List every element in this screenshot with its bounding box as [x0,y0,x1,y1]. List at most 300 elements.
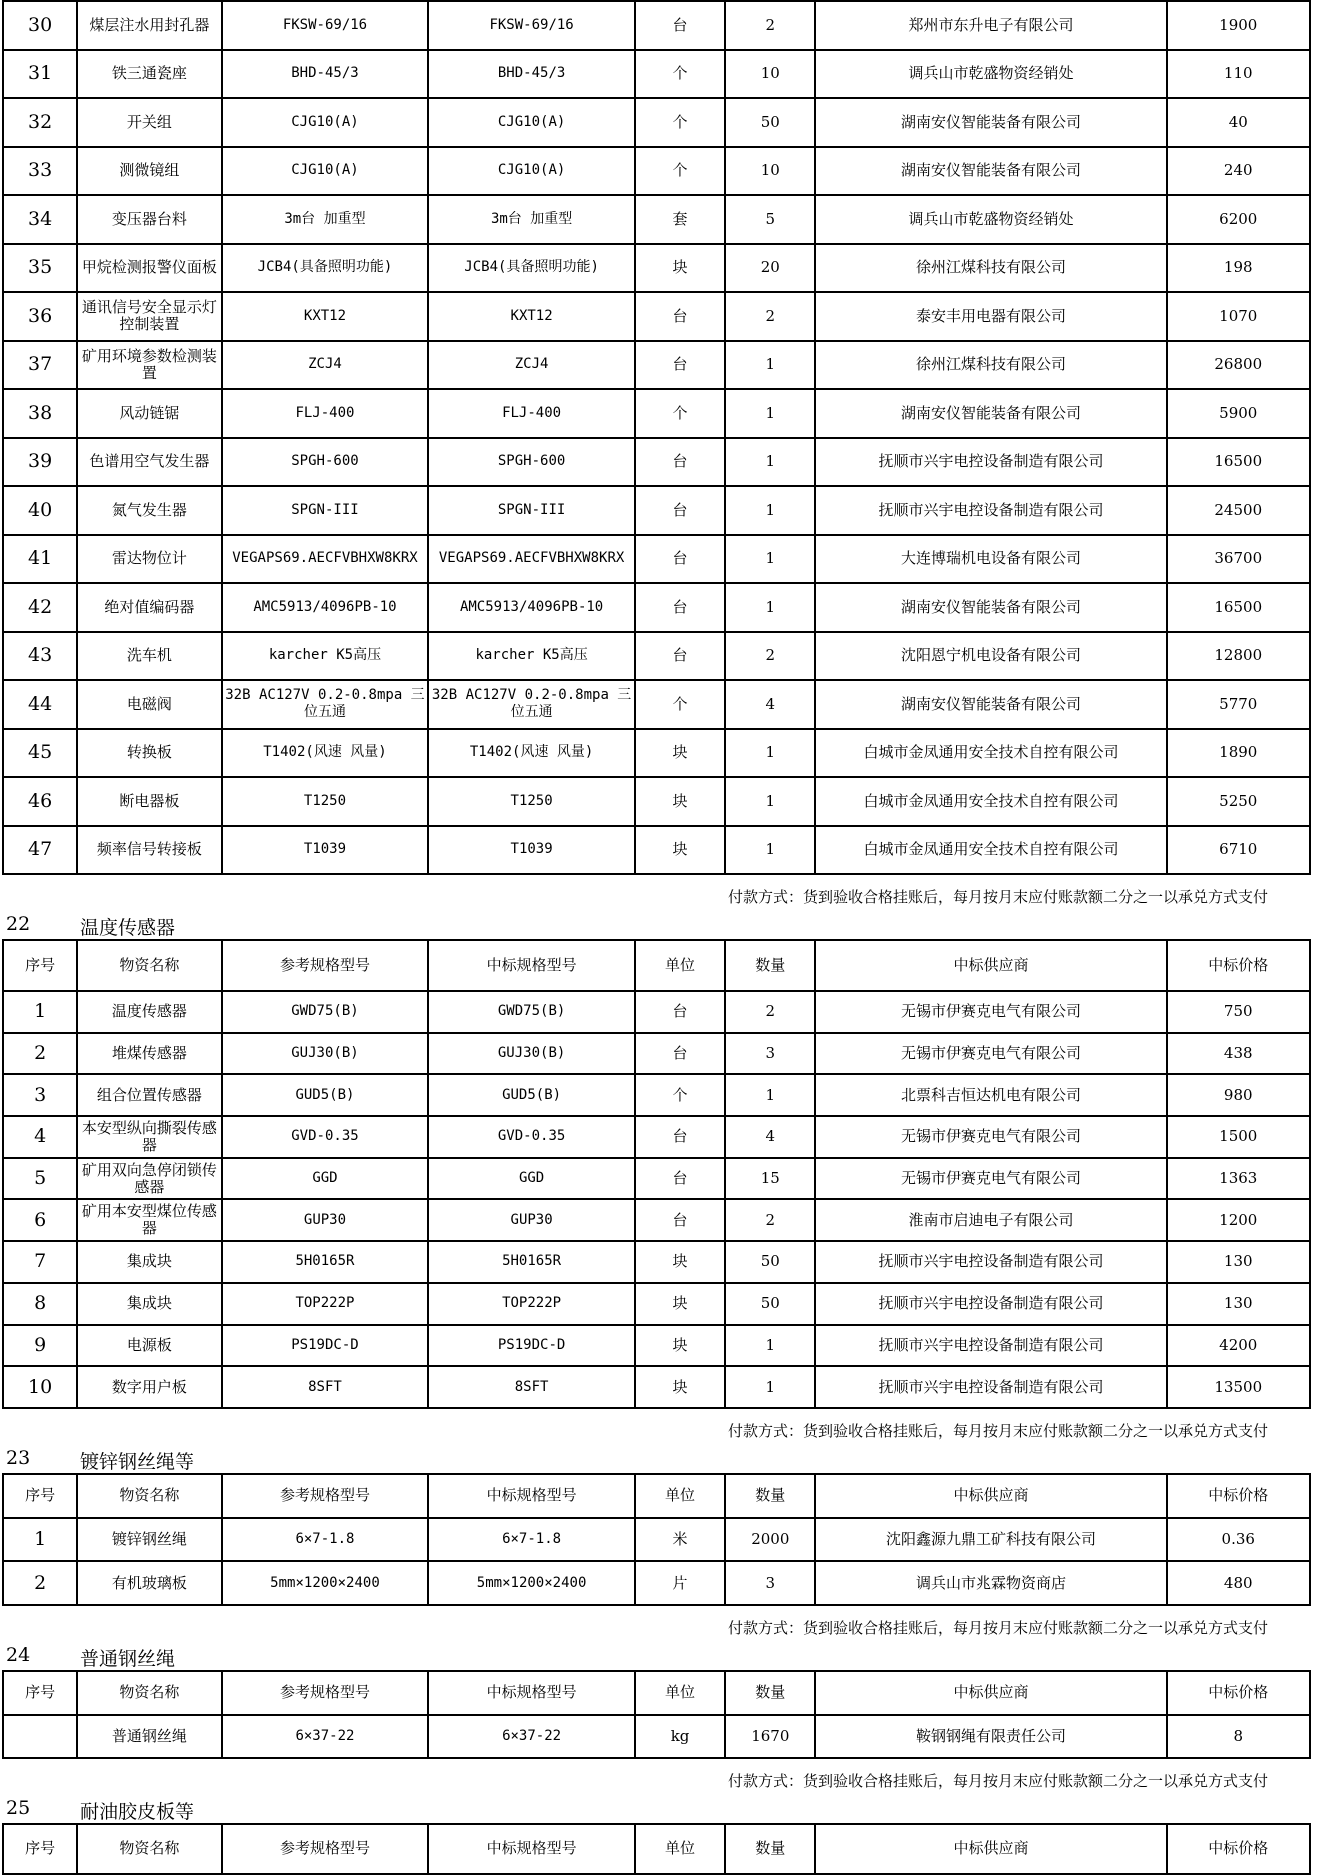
table-cell-ref: 6×37-22 [222,1715,429,1758]
table-cell-unit: 台 [635,341,725,390]
table-cell-supplier: 徐州江煤科技有限公司 [815,341,1166,390]
table-header-row [3,940,1310,991]
table-cell-win: FLJ-400 [428,389,635,438]
table-cell-qty: 1 [725,1325,815,1367]
table-cell-ref: GWD75(B) [222,991,429,1033]
table-cell-no: 45 [3,729,77,778]
table-cell-qty: 2 [725,632,815,681]
column-header: 参考规格型号 [222,1824,429,1874]
table-cell-price: 480 [1167,1561,1311,1605]
table-cell-supplier: 无锡市伊赛克电气有限公司 [815,991,1166,1033]
table-cell-supplier: 白城市金凤通用安全技术自控有限公司 [815,826,1166,875]
table-cell-price: 13500 [1167,1366,1311,1408]
table-row [3,292,1310,341]
table-cell-supplier: 调兵山市乾盛物资经销处 [815,50,1166,99]
table-row [3,1158,1310,1200]
table-cell-supplier: 抚顺市兴宇电控设备制造有限公司 [815,1325,1166,1367]
table-cell-price: 980 [1167,1074,1311,1116]
table-cell-unit: 台 [635,535,725,584]
column-header: 中标供应商 [815,1671,1166,1715]
table-cell-unit: 个 [635,147,725,196]
table-cell-no: 4 [3,1116,77,1158]
table-cell-ref: TOP222P [222,1283,429,1325]
table-row [3,1518,1310,1562]
table-cell-ref: ZCJ4 [222,341,429,390]
table-header-row [3,1671,1310,1715]
table-cell-unit: 台 [635,1199,725,1241]
table-cell-name: 通讯信号安全显示灯控制装置 [77,292,221,341]
table-cell-unit: 米 [635,1518,725,1562]
table-cell-ref: 8SFT [222,1366,429,1408]
table-cell-unit: 片 [635,1561,725,1605]
table-row [3,826,1310,875]
column-header: 参考规格型号 [222,940,429,991]
payment-terms: 付款方式：货到验收合格挂账后，每月按月末应付账款额二分之一以承兑方式支付 [728,1618,1269,1637]
table-cell-no: 30 [3,1,77,50]
table-cell-no [3,1715,77,1758]
table-cell-unit: 块 [635,1241,725,1283]
table-cell-supplier: 白城市金凤通用安全技术自控有限公司 [815,777,1166,826]
table-cell-ref: BHD-45/3 [222,50,429,99]
column-header: 数量 [725,1474,815,1518]
table-row [3,991,1310,1033]
table-cell-ref: T1039 [222,826,429,875]
table-cell-name: 断电器板 [77,777,221,826]
table-cell-win: ZCJ4 [428,341,635,390]
table-cell-unit: 个 [635,50,725,99]
table-cell-qty: 4 [725,680,815,729]
table-cell-price: 8 [1167,1715,1311,1758]
table-cell-ref: T1250 [222,777,429,826]
table-cell-win: 5H0165R [428,1241,635,1283]
table-cell-unit: 块 [635,826,725,875]
table-cell-win: 6×7-1.8 [428,1518,635,1562]
table-cell-qty: 50 [725,1241,815,1283]
table-cell-qty: 1 [725,438,815,487]
table-row [3,729,1310,778]
table-cell-price: 40 [1167,98,1311,147]
column-header: 单位 [635,940,725,991]
table-header-row [3,1474,1310,1518]
table-cell-ref: 6×7-1.8 [222,1518,429,1562]
section-number: 23 [6,1446,31,1469]
table-cell-ref: KXT12 [222,292,429,341]
table-cell-no: 41 [3,535,77,584]
table-cell-supplier: 湖南安仪智能装备有限公司 [815,389,1166,438]
column-header: 参考规格型号 [222,1474,429,1518]
table-cell-price: 1363 [1167,1158,1311,1200]
table-cell-unit: 块 [635,729,725,778]
table-cell-name: 风动链锯 [77,389,221,438]
table-cell-win: AMC5913/4096PB-10 [428,583,635,632]
column-header: 中标价格 [1167,1671,1311,1715]
procurement-table [2,1670,1311,1759]
table-cell-name: 频率信号转接板 [77,826,221,875]
table-row [3,1074,1310,1116]
table-cell-price: 16500 [1167,438,1311,487]
table-cell-win: T1039 [428,826,635,875]
table-cell-price: 16500 [1167,583,1311,632]
column-header: 中标规格型号 [428,940,635,991]
table-cell-ref: karcher K5高压 [222,632,429,681]
table-cell-qty: 50 [725,98,815,147]
table-cell-no: 5 [3,1158,77,1200]
table-cell-no: 36 [3,292,77,341]
procurement-table-continued [2,0,1311,875]
table-cell-qty: 2 [725,991,815,1033]
table-cell-price: 110 [1167,50,1311,99]
table-cell-qty: 1 [725,486,815,535]
table-row [3,98,1310,147]
table-cell-no: 46 [3,777,77,826]
column-header: 单位 [635,1671,725,1715]
table-cell-ref: VEGAPS69.AECFVBHXW8KRX [222,535,429,584]
column-header: 物资名称 [77,940,221,991]
table-cell-win: VEGAPS69.AECFVBHXW8KRX [428,535,635,584]
table-cell-supplier: 大连博瑞机电设备有限公司 [815,535,1166,584]
table-cell-qty: 1 [725,389,815,438]
table-cell-unit: 块 [635,777,725,826]
table-cell-no: 6 [3,1199,77,1241]
table-cell-qty: 1 [725,341,815,390]
section-number: 24 [6,1643,31,1666]
table-cell-qty: 1 [725,729,815,778]
procurement-table [2,1823,1311,1875]
table-cell-price: 12800 [1167,632,1311,681]
procurement-table [2,1473,1311,1606]
table-cell-win: SPGN-III [428,486,635,535]
table-cell-supplier: 抚顺市兴宇电控设备制造有限公司 [815,1241,1166,1283]
column-header: 中标供应商 [815,940,1166,991]
table-cell-unit: 块 [635,1325,725,1367]
section-title: 镀锌钢丝绳等 [80,1450,195,1473]
table-row [3,389,1310,438]
table-cell-supplier: 抚顺市兴宇电控设备制造有限公司 [815,1366,1166,1408]
table-row [3,341,1310,390]
table-cell-qty: 4 [725,1116,815,1158]
table-cell-supplier: 沈阳恩宁机电设备有限公司 [815,632,1166,681]
column-header: 物资名称 [77,1671,221,1715]
table-cell-win: GUP30 [428,1199,635,1241]
column-header: 中标价格 [1167,940,1311,991]
table-row [3,1715,1310,1758]
table-cell-no: 8 [3,1283,77,1325]
table-row [3,632,1310,681]
table-cell-price: 6710 [1167,826,1311,875]
table-cell-unit: 台 [635,292,725,341]
table-cell-price: 1500 [1167,1116,1311,1158]
table-cell-price: 198 [1167,244,1311,293]
table-cell-win: FKSW-69/16 [428,1,635,50]
table-cell-no: 40 [3,486,77,535]
table-cell-name: 变压器台料 [77,195,221,244]
table-cell-ref: FLJ-400 [222,389,429,438]
table-cell-supplier: 白城市金凤通用安全技术自控有限公司 [815,729,1166,778]
table-cell-ref: GGD [222,1158,429,1200]
table-cell-name: 铁三通瓷座 [77,50,221,99]
table-cell-no: 42 [3,583,77,632]
table-cell-no: 3 [3,1074,77,1116]
table-cell-supplier: 鞍钢钢绳有限责任公司 [815,1715,1166,1758]
table-cell-qty: 10 [725,50,815,99]
table-cell-name: 本安型纵向撕裂传感器 [77,1116,221,1158]
table-cell-supplier: 无锡市伊赛克电气有限公司 [815,1158,1166,1200]
table-cell-no: 38 [3,389,77,438]
table-cell-no: 34 [3,195,77,244]
table-cell-ref: 3m台 加重型 [222,195,429,244]
table-cell-ref: 32B AC127V 0.2-0.8mpa 三位五通 [222,680,429,729]
table-cell-win: JCB4(具备照明功能) [428,244,635,293]
table-cell-supplier: 北票科吉恒达机电有限公司 [815,1074,1166,1116]
table-cell-name: 数字用户板 [77,1366,221,1408]
table-cell-unit: 台 [635,632,725,681]
table-cell-ref: SPGH-600 [222,438,429,487]
table-cell-win: 3m台 加重型 [428,195,635,244]
column-header: 数量 [725,940,815,991]
table-row [3,147,1310,196]
table-cell-no: 35 [3,244,77,293]
table-cell-name: 普通钢丝绳 [77,1715,221,1758]
table-cell-qty: 2000 [725,1518,815,1562]
column-header: 中标供应商 [815,1824,1166,1874]
column-header: 序号 [3,1474,77,1518]
table-cell-supplier: 郑州市东升电子有限公司 [815,1,1166,50]
table-cell-no: 10 [3,1366,77,1408]
table-cell-qty: 2 [725,292,815,341]
column-header: 中标规格型号 [428,1824,635,1874]
table-cell-qty: 2 [725,1,815,50]
table-cell-ref: GUP30 [222,1199,429,1241]
table-cell-win: GVD-0.35 [428,1116,635,1158]
table-row [3,535,1310,584]
table-cell-win: 6×37-22 [428,1715,635,1758]
table-cell-no: 2 [3,1561,77,1605]
table-cell-no: 31 [3,50,77,99]
table-cell-no: 43 [3,632,77,681]
table-cell-supplier: 抚顺市兴宇电控设备制造有限公司 [815,486,1166,535]
table-cell-win: T1402(风速 风量) [428,729,635,778]
table-cell-price: 1890 [1167,729,1311,778]
table-cell-name: 集成块 [77,1241,221,1283]
table-cell-no: 32 [3,98,77,147]
table-cell-ref: GVD-0.35 [222,1116,429,1158]
table-cell-win: GWD75(B) [428,991,635,1033]
table-cell-unit: 台 [635,1116,725,1158]
table-cell-price: 130 [1167,1241,1311,1283]
table-cell-ref: CJG10(A) [222,147,429,196]
table-cell-price: 4200 [1167,1325,1311,1367]
table-cell-supplier: 湖南安仪智能装备有限公司 [815,98,1166,147]
table-cell-price: 26800 [1167,341,1311,390]
table-cell-name: 测微镜组 [77,147,221,196]
table-cell-name: 甲烷检测报警仪面板 [77,244,221,293]
table-cell-name: 开关组 [77,98,221,147]
table-cell-supplier: 徐州江煤科技有限公司 [815,244,1166,293]
table-cell-win: TOP222P [428,1283,635,1325]
table-cell-name: 集成块 [77,1283,221,1325]
table-cell-name: 堆煤传感器 [77,1033,221,1075]
table-cell-supplier: 调兵山市兆霖物资商店 [815,1561,1166,1605]
column-header: 中标价格 [1167,1474,1311,1518]
table-cell-unit: 个 [635,389,725,438]
payment-terms: 付款方式：货到验收合格挂账后，每月按月末应付账款额二分之一以承兑方式支付 [728,1421,1269,1440]
table-cell-price: 1200 [1167,1199,1311,1241]
table-cell-supplier: 沈阳鑫源九鼎工矿科技有限公司 [815,1518,1166,1562]
table-cell-unit: 台 [635,486,725,535]
table-cell-win: GUJ30(B) [428,1033,635,1075]
table-row [3,244,1310,293]
table-cell-ref: GUJ30(B) [222,1033,429,1075]
table-cell-win: GUD5(B) [428,1074,635,1116]
column-header: 单位 [635,1824,725,1874]
table-cell-ref: 5mm×1200×2400 [222,1561,429,1605]
table-cell-win: 8SFT [428,1366,635,1408]
table-cell-ref: PS19DC-D [222,1325,429,1367]
table-cell-supplier: 湖南安仪智能装备有限公司 [815,147,1166,196]
table-cell-price: 240 [1167,147,1311,196]
table-cell-no: 2 [3,1033,77,1075]
table-cell-win: BHD-45/3 [428,50,635,99]
table-cell-unit: 台 [635,1033,725,1075]
section-title: 耐油胶皮板等 [80,1800,195,1823]
table-cell-supplier: 调兵山市乾盛物资经销处 [815,195,1166,244]
section-heading [0,1409,1323,1473]
table-cell-qty: 15 [725,1158,815,1200]
payment-terms: 付款方式：货到验收合格挂账后，每月按月末应付账款额二分之一以承兑方式支付 [728,888,1269,906]
table-cell-name: 有机玻璃板 [77,1561,221,1605]
table-cell-price: 24500 [1167,486,1311,535]
table-cell-unit: 台 [635,1,725,50]
section-heading [0,1759,1323,1823]
table-cell-price: 1900 [1167,1,1311,50]
table-row [3,50,1310,99]
table-cell-qty: 1670 [725,1715,815,1758]
table-cell-no: 7 [3,1241,77,1283]
table-cell-unit: 块 [635,1366,725,1408]
section-heading [0,875,1323,939]
table-cell-qty: 20 [725,244,815,293]
table-cell-name: 雷达物位计 [77,535,221,584]
section-title: 普通钢丝绳 [80,1647,176,1670]
table-cell-qty: 1 [725,777,815,826]
table-header-row [3,1824,1310,1874]
table-cell-no: 39 [3,438,77,487]
table-cell-win: karcher K5高压 [428,632,635,681]
table-cell-unit: 块 [635,244,725,293]
table-cell-price: 0.36 [1167,1518,1311,1562]
column-header: 中标规格型号 [428,1474,635,1518]
table-cell-price: 130 [1167,1283,1311,1325]
table-row [3,1325,1310,1367]
payment-terms: 付款方式：货到验收合格挂账后，每月按月末应付账款额二分之一以承兑方式支付 [728,1771,1269,1790]
table-cell-qty: 10 [725,147,815,196]
table-cell-name: 电磁阀 [77,680,221,729]
table-cell-qty: 1 [725,826,815,875]
table-cell-win: T1250 [428,777,635,826]
table-cell-win: GGD [428,1158,635,1200]
table-cell-no: 1 [3,991,77,1033]
table-cell-unit: 台 [635,1158,725,1200]
table-cell-supplier: 泰安丰用电器有限公司 [815,292,1166,341]
column-header: 中标规格型号 [428,1671,635,1715]
table-cell-no: 37 [3,341,77,390]
table-cell-no: 47 [3,826,77,875]
table-cell-unit: 台 [635,991,725,1033]
table-row [3,583,1310,632]
table-cell-ref: 5H0165R [222,1241,429,1283]
table-cell-qty: 2 [725,1199,815,1241]
column-header: 数量 [725,1671,815,1715]
table-cell-unit: 个 [635,1074,725,1116]
table-cell-name: 电源板 [77,1325,221,1367]
table-cell-win: 5mm×1200×2400 [428,1561,635,1605]
table-cell-name: 绝对值编码器 [77,583,221,632]
table-cell-qty: 3 [725,1033,815,1075]
table-cell-ref: JCB4(具备照明功能) [222,244,429,293]
table-cell-name: 矿用双向急停闭锁传感器 [77,1158,221,1200]
column-header: 序号 [3,940,77,991]
table-cell-qty: 1 [725,583,815,632]
table-cell-name: 煤层注水用封孔器 [77,1,221,50]
column-header: 中标供应商 [815,1474,1166,1518]
procurement-table [2,939,1311,1409]
table-cell-name: 温度传感器 [77,991,221,1033]
table-cell-name: 矿用本安型煤位传感器 [77,1199,221,1241]
table-row [3,486,1310,535]
table-row [3,1283,1310,1325]
table-cell-name: 氮气发生器 [77,486,221,535]
column-header: 中标价格 [1167,1824,1311,1874]
table-cell-qty: 3 [725,1561,815,1605]
table-cell-price: 1070 [1167,292,1311,341]
table-cell-ref: SPGN-III [222,486,429,535]
table-cell-name: 矿用环境参数检测装置 [77,341,221,390]
table-cell-price: 5770 [1167,680,1311,729]
column-header: 物资名称 [77,1824,221,1874]
table-cell-supplier: 无锡市伊赛克电气有限公司 [815,1033,1166,1075]
table-cell-unit: kg [635,1715,725,1758]
table-cell-price: 5900 [1167,389,1311,438]
table-cell-no: 1 [3,1518,77,1562]
table-cell-qty: 5 [725,195,815,244]
table-cell-win: SPGH-600 [428,438,635,487]
column-header: 数量 [725,1824,815,1874]
table-row [3,1116,1310,1158]
table-cell-win: 32B AC127V 0.2-0.8mpa 三位五通 [428,680,635,729]
table-cell-unit: 台 [635,583,725,632]
column-header: 单位 [635,1474,725,1518]
table-cell-price: 6200 [1167,195,1311,244]
table-cell-supplier: 湖南安仪智能装备有限公司 [815,583,1166,632]
table-row [3,1033,1310,1075]
table-cell-price: 5250 [1167,777,1311,826]
table-cell-ref: GUD5(B) [222,1074,429,1116]
table-cell-qty: 1 [725,1366,815,1408]
table-cell-name: 组合位置传感器 [77,1074,221,1116]
table-row [3,195,1310,244]
table-cell-no: 44 [3,680,77,729]
table-cell-win: PS19DC-D [428,1325,635,1367]
section-number: 25 [6,1796,31,1819]
column-header: 参考规格型号 [222,1671,429,1715]
table-cell-supplier: 抚顺市兴宇电控设备制造有限公司 [815,1283,1166,1325]
table-cell-unit: 套 [635,195,725,244]
table-row [3,1,1310,50]
table-cell-name: 转换板 [77,729,221,778]
table-cell-supplier: 淮南市启迪电子有限公司 [815,1199,1166,1241]
table-cell-unit: 个 [635,98,725,147]
table-cell-supplier: 湖南安仪智能装备有限公司 [815,680,1166,729]
